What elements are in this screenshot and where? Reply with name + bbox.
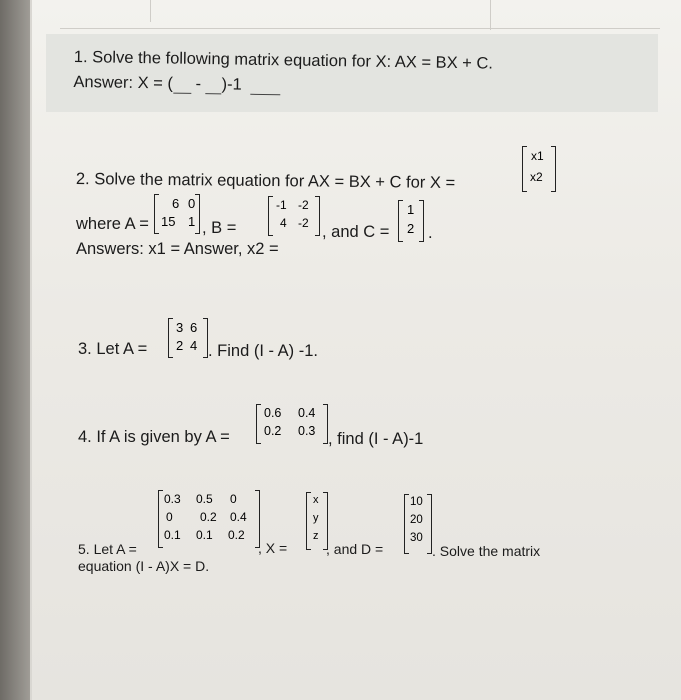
- matrix-entry: -1: [276, 198, 287, 212]
- matrix-entry: 0.2: [200, 510, 217, 524]
- answer-mid: -: [190, 74, 206, 94]
- matrix-entry: -2: [298, 198, 309, 212]
- matrix-entry: 0: [166, 510, 173, 524]
- question-1-text: 1. Solve the following matrix equation for X: AX = BX + C.: [73, 48, 494, 73]
- matrix-entry: 6: [190, 320, 198, 335]
- x-vector-q5: [306, 492, 328, 550]
- matrix-entry: 0.1: [196, 528, 213, 542]
- question-5-equation: equation (I - A)X = D.: [78, 558, 210, 574]
- x-vector-matrix: [522, 146, 556, 192]
- vector-entry: x: [313, 494, 319, 506]
- matrix-entry: 2: [176, 338, 184, 353]
- a-matrix-q3: [168, 318, 208, 358]
- vector-entry: 2: [407, 221, 415, 236]
- answer-inverse: )-1: [221, 75, 242, 94]
- table-line: [60, 28, 660, 29]
- matrix-entry: 0.5: [196, 492, 213, 506]
- table-line: [150, 0, 151, 22]
- x-vector-entry: x2: [530, 170, 543, 184]
- vector-entry: 20: [410, 514, 423, 526]
- vector-entry: 30: [410, 532, 423, 544]
- matrix-entry: 4: [280, 216, 287, 230]
- question-2-text: 2. Solve the matrix equation for AX = BX + C for X =: [75, 170, 456, 192]
- matrix-entry: -2: [298, 216, 309, 230]
- photo-shadow-edge: [0, 0, 32, 700]
- matrix-entry: 0: [230, 492, 237, 506]
- question-5-text: . Solve the matrix: [432, 543, 541, 559]
- d-vector-q5: [404, 494, 432, 554]
- matrix-entry: 4: [190, 338, 198, 353]
- matrix-entry: 0.4: [230, 510, 247, 524]
- x-vector-entry: x1: [531, 149, 544, 163]
- question-5-let: 5. Let A =: [78, 541, 137, 557]
- answer-label: Answer: X = (: [73, 72, 174, 93]
- question-4-text: 4. If A is given by A =: [78, 428, 230, 446]
- question-2: [76, 170, 455, 193]
- a-matrix-q4: [256, 404, 328, 444]
- b-matrix: [268, 196, 320, 236]
- question-3-text: . Find (I - A) -1.: [208, 342, 319, 360]
- matrix-entry: 0.3: [164, 492, 181, 506]
- matrix-entry: 0.3: [298, 424, 316, 438]
- matrix-entry: 1: [188, 214, 196, 229]
- d-label: , and D =: [326, 541, 384, 557]
- table-line: [490, 0, 491, 30]
- question-1: [73, 48, 493, 99]
- matrix-entry: 3: [176, 320, 184, 335]
- matrix-entry: 6: [172, 196, 180, 211]
- question-3-let: 3. Let A =: [78, 340, 148, 358]
- matrix-entry: 0: [188, 196, 196, 211]
- matrix-entry: 0.2: [228, 528, 245, 542]
- c-vector: [398, 200, 424, 242]
- matrix-entry: 0.4: [298, 406, 316, 420]
- x-label: , X =: [258, 540, 288, 556]
- b-label: , B =: [202, 219, 237, 237]
- a-matrix-q5: [158, 490, 260, 548]
- where-a-label: where A =: [76, 215, 149, 233]
- matrix-entry: 0.2: [264, 424, 282, 438]
- matrix-entry: 0.1: [164, 528, 181, 542]
- c-label: , and C =: [322, 223, 390, 241]
- vector-entry: z: [313, 530, 319, 542]
- matrix-entry: 15: [161, 214, 176, 229]
- vector-entry: 1: [407, 202, 415, 217]
- period: .: [428, 224, 433, 242]
- question-2-answers: Answers: x1 = Answer, x2 =: [76, 240, 279, 258]
- vector-entry: 10: [410, 496, 423, 508]
- a-matrix-q2: [154, 194, 200, 234]
- question-4-tail: , find (I - A)-1: [328, 430, 424, 448]
- vector-entry: y: [313, 512, 319, 524]
- matrix-entry: 0.6: [264, 406, 282, 420]
